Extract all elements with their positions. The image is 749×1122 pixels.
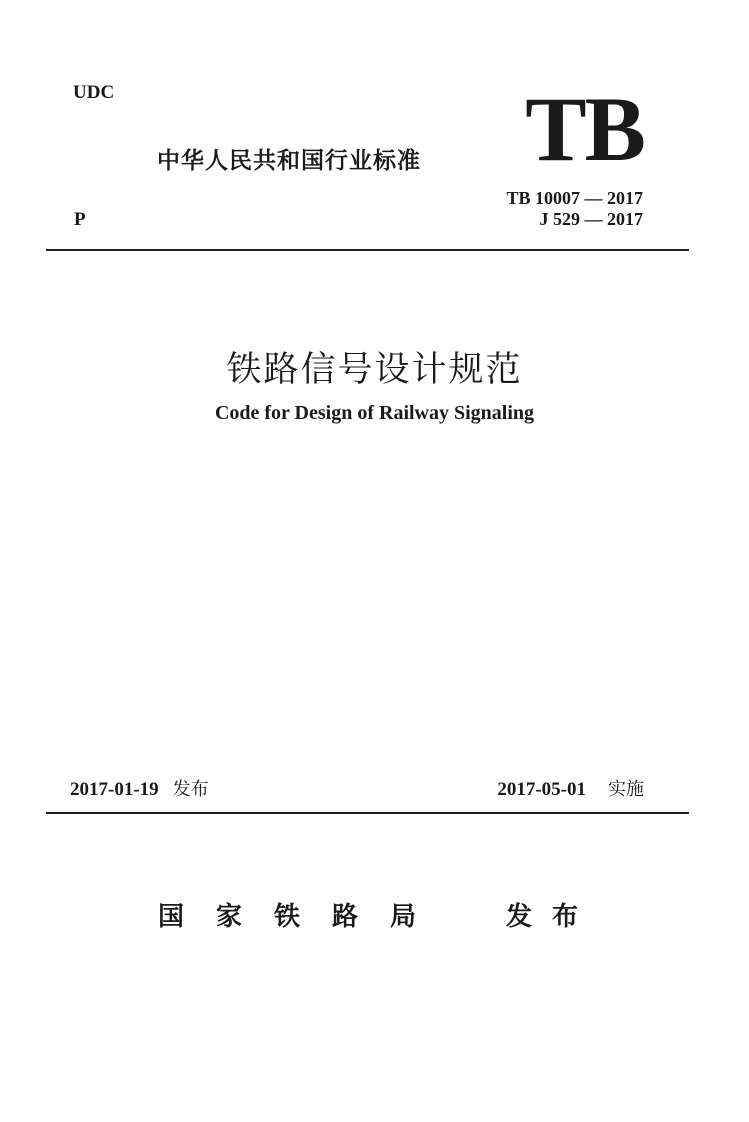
top-divider xyxy=(46,249,689,251)
implement-date-line xyxy=(497,775,644,801)
bottom-divider xyxy=(46,812,689,814)
publish-action: 发布 xyxy=(506,902,599,932)
issue-date-line xyxy=(70,775,209,801)
udc-label: UDC xyxy=(73,82,115,103)
publisher-name: 国家铁路局 xyxy=(158,902,449,932)
national-standard-heading: 中华人民共和国行业标准 xyxy=(157,148,421,174)
implement-label: 实施 xyxy=(608,779,644,800)
tb-logo: TB xyxy=(525,78,644,180)
issue-label: 发布 xyxy=(172,779,209,800)
classification-label: P xyxy=(74,209,86,230)
standard-number: TB 10007 — 2017 xyxy=(506,188,643,208)
implement-date: 2017-05-01 xyxy=(497,779,586,800)
issue-date: 2017-01-19 xyxy=(70,779,159,800)
record-number: J 529 — 2017 xyxy=(539,209,643,229)
document-title-english: Code for Design of Railway Signaling xyxy=(214,402,535,424)
document-title-chinese: 铁路信号设计规范 xyxy=(226,350,523,390)
